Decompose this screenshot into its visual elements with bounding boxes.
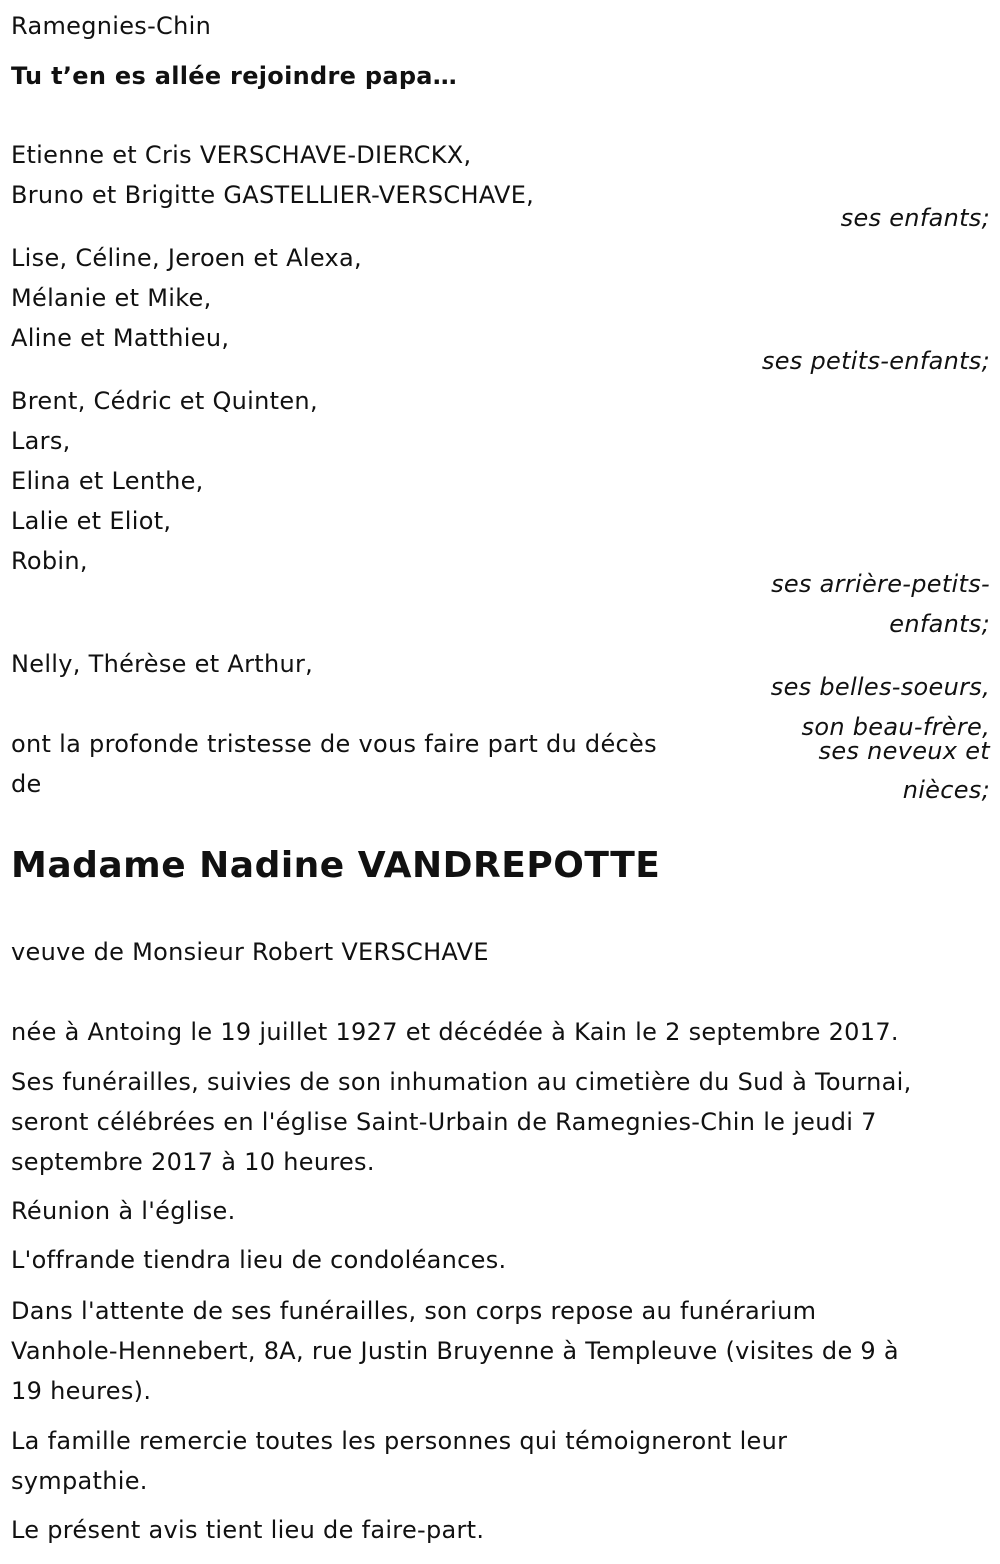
rest-info: Dans l'attente de ses funérailles, son corps repose au funérarium (11, 1297, 817, 1325)
grandchildren-name: Aline et Matthieu, (11, 324, 230, 352)
great-grandchildren-name: Elina et Lenthe, (11, 467, 204, 495)
in-laws-name: Nelly, Thérèse et Arthur, (11, 650, 314, 678)
funeral-info: seront célébrées en l'église Saint-Urbain de Ramegnies-Chin le jeudi 7 (11, 1108, 877, 1136)
birth-death-line: née à Antoing le 19 juillet 1927 et décédée à Kain le 2 septembre 2017. (11, 1018, 899, 1046)
rest-info: Vanhole-Hennebert, 8A, rue Justin Bruyenne à Templeuve (visites de 9 à (11, 1337, 899, 1365)
announcement-line: ont la profonde tristesse de vous faire part du décès (11, 730, 657, 758)
deceased-name: Madame Nadine VANDREPOTTE (11, 845, 661, 886)
children-role: ses enfants; (840, 204, 990, 232)
grandchildren-name: Mélanie et Mike, (11, 284, 212, 312)
announcement-line: de (11, 770, 42, 798)
thanks-info: La famille remercie toutes les personnes qui témoigneront leur (11, 1427, 788, 1455)
children-name: Etienne et Cris VERSCHAVE-DIERCKX, (11, 141, 472, 169)
great-grandchildren-name: Brent, Cédric et Quinten, (11, 387, 318, 415)
children-name: Bruno et Brigitte GASTELLIER-VERSCHAVE, (11, 181, 535, 209)
opening-line: Tu t’en es allée rejoindre papa… (11, 62, 458, 90)
in-laws-role: son beau-frère, (801, 713, 990, 741)
offering-info: L'offrande tiendra lieu de condoléances. (11, 1246, 507, 1274)
funeral-info: Ses funérailles, suivies de son inhumation au cimetière du Sud à Tournai, (11, 1068, 912, 1096)
great-grandchildren-name: Robin, (11, 547, 88, 575)
grandchildren-name: Lise, Céline, Jeroen et Alexa, (11, 244, 362, 272)
meeting-info: Réunion à l'église. (11, 1197, 236, 1225)
in-laws-role: nièces; (902, 776, 990, 804)
rest-info: 19 heures). (11, 1377, 152, 1405)
spouse-line: veuve de Monsieur Robert VERSCHAVE (11, 938, 489, 966)
funeral-info: septembre 2017 à 10 heures. (11, 1148, 375, 1176)
grandchildren-role: ses petits-enfants; (761, 347, 990, 375)
great-grandchildren-name: Lalie et Eliot, (11, 507, 172, 535)
in-laws-role: ses neveux et (818, 737, 990, 765)
great-grandchildren-name: Lars, (11, 427, 71, 455)
location: Ramegnies-Chin (11, 12, 212, 40)
great-grandchildren-role: ses arrière-petits- (771, 570, 990, 598)
in-laws-role: ses belles-soeurs, (770, 673, 990, 701)
great-grandchildren-role: enfants; (889, 610, 990, 638)
notice-line: Le présent avis tient lieu de faire-part. (11, 1516, 485, 1544)
thanks-info: sympathie. (11, 1467, 148, 1495)
